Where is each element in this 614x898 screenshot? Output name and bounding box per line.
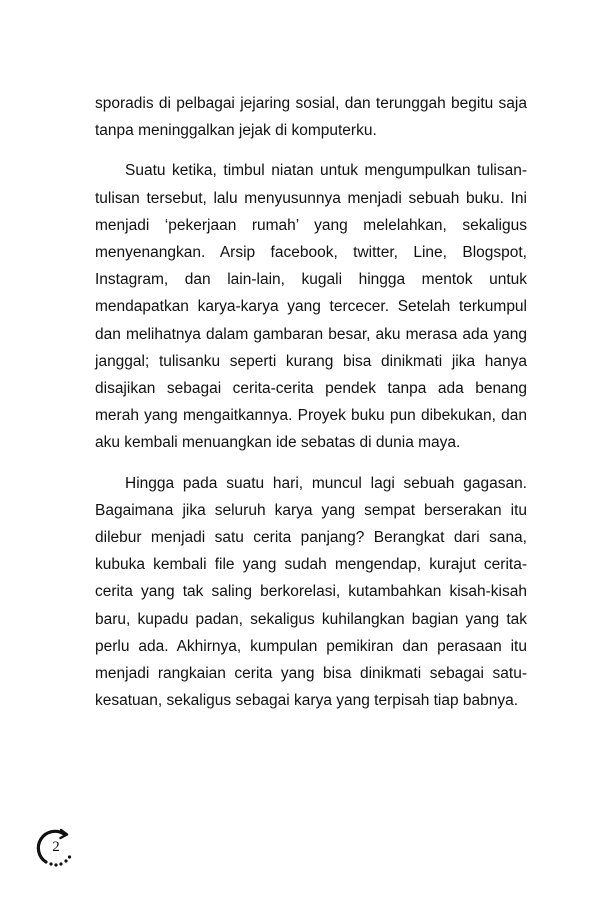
paragraph-three: Hingga pada suatu hari, muncul lagi sebuah gagasan. Bagaimana jika seluruh karya yang sempat berserakan itu dilebur menjadi satu cerita panjang? Berangkat dari sana, kubuka kembali file yang sudah mengendap, kurajut cerita-cerita yang tak saling berkorelasi, kutambahkan kisah-kisah baru, kupadu padan, sekaligus kuhilangkan bagian yang tak perlu ada. Akhirnya, kumpulan pemikiran dan perasaan itu menjadi rangkaian cerita yang bisa dinikmati sebagai satu-kesatuan, sekaligus sebagai karya yang terpisah tiap babnya.: [95, 474, 527, 710]
paragraph-two: Suatu ketika, timbul niatan untuk mengumpulkan tulisan-tulisan tersebut, lalu menyusunnya menjadi sebuah buku. Ini menjadi ‘pekerjaan rumah’ yang melelahkan, sekaligus menyenangkan. Arsip facebook, twitter, Line, Blogspot, Instagram, dan lain-lain, kugali hingga mentok untuk mendapatkan karya-karya yang tercecer. Setelah terkumpul dan melihatnya dalam gambaran besar, aku merasa ada yang janggal; tulisanku seperti kurang bisa dinikmati jika hanya disajikan sebagai cerita-cerita pendek tanpa ada benang merah yang mengaitkannya. Proyek buku pun dibekukan, dan aku kembali menuangkan ide sebatas di dunia maya.: [95, 162, 527, 452]
body-text: [95, 90, 527, 714]
page-number-ornament: [34, 826, 78, 870]
page-number: 2: [52, 839, 60, 855]
paragraph-continued: sporadis di pelbagai jejaring sosial, dan terunggah begitu saja tanpa meninggalkan jejak di komputerku.: [95, 95, 527, 140]
